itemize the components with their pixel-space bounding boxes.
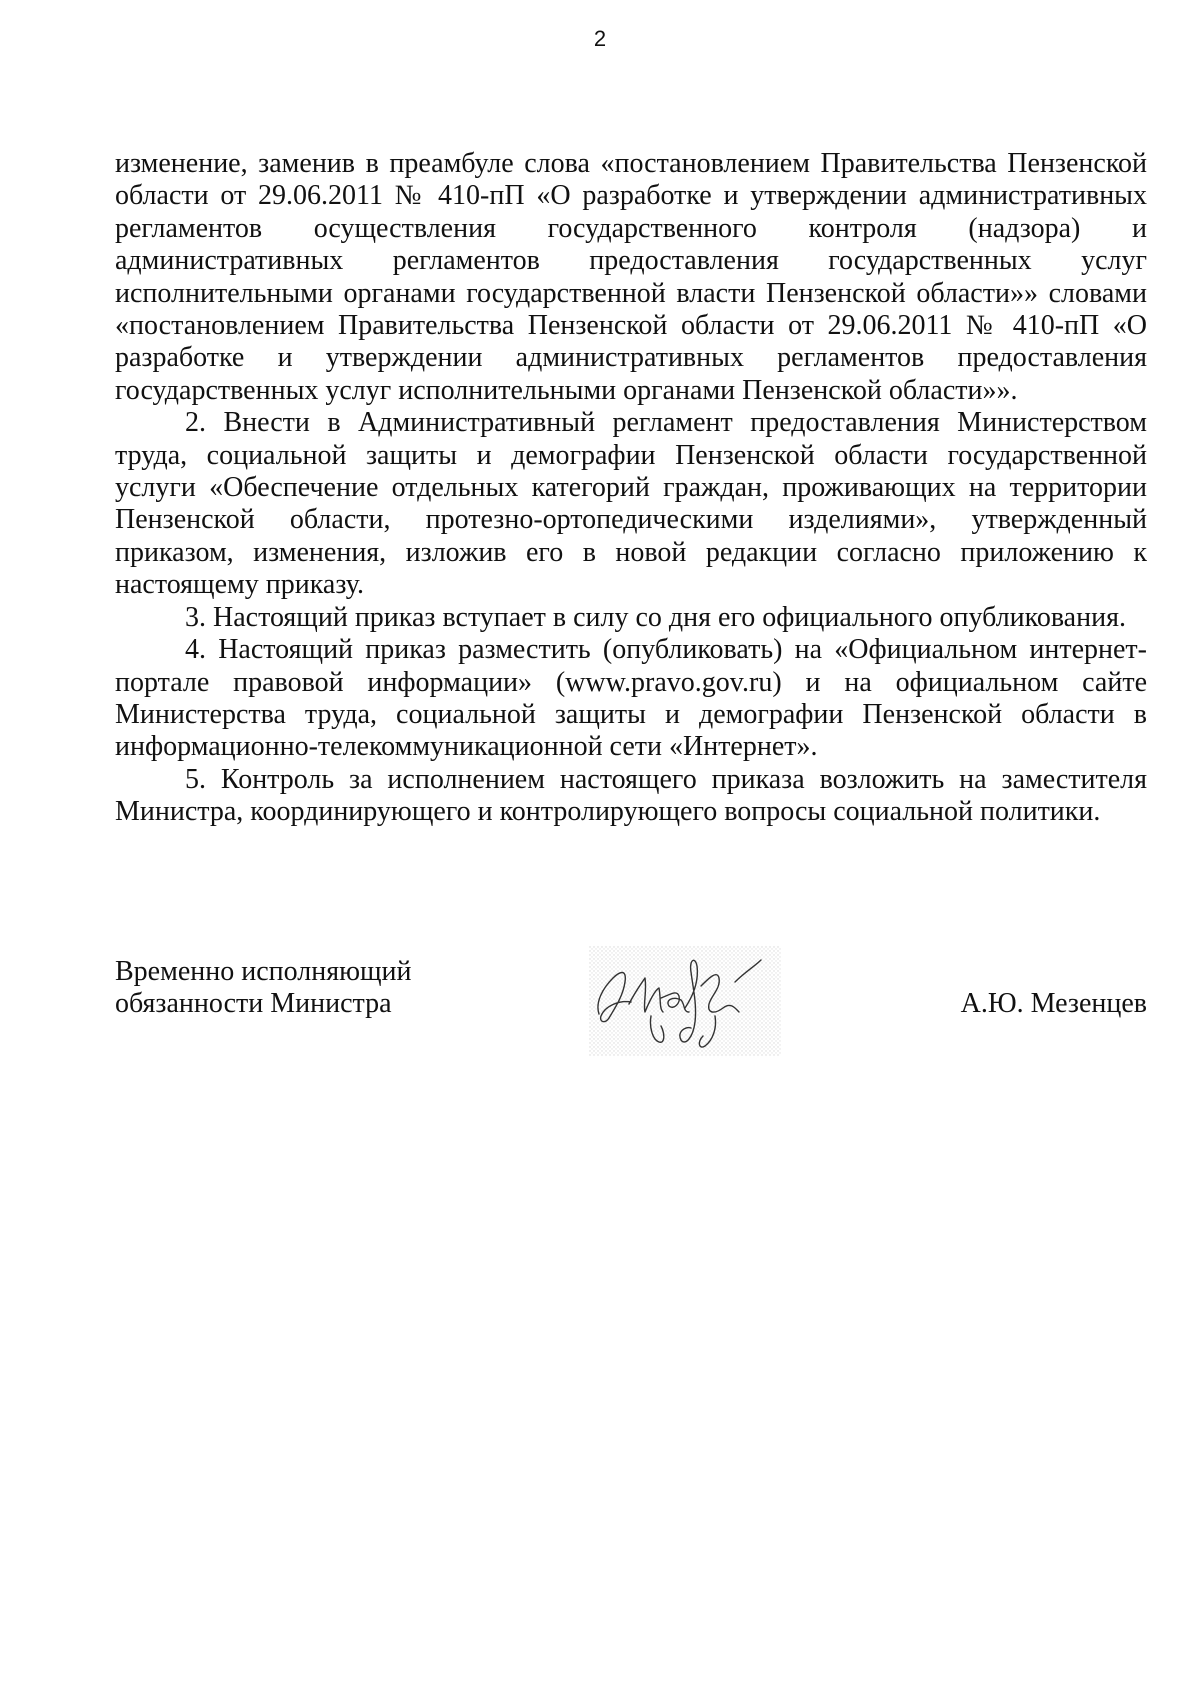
paragraph-2: 2. Внести в Административный регламент предоставления Министерством труда, социальной защиты и демографии Пензенской области государственной услуги «Обеспечение отдельных категорий граждан, проживающих на территории Пензенской области, протезно-ортопедическими изделиями», утвержденный приказом, изменения, изложив его в новой редакции согласно приложению к настоящему приказу. [115, 407, 1147, 601]
signatory-name: А.Ю. Мезенцев [960, 988, 1147, 1019]
paragraph-1-continuation: изменение, заменив в преамбуле слова «постановлением Правительства Пензенской области от 29.06.2011 № 410-пП «О разработке и утверждении административных регламентов осуществления государственного контроля (надзора) и административных регламентов предоставления государственных услуг исполнительными органами государственной власти Пензенской области»» словами «постановлением Правительства Пензенской области от 29.06.2011 № 410-пП «О разработке и утверждении административных регламентов предоставления государственных услуг исполнительными органами Пензенской области»». [115, 148, 1147, 406]
handwritten-signature-icon [585, 942, 785, 1060]
paragraph-4: 4. Настоящий приказ разместить (опубликовать) на «Официальном интернет-портале правовой информации» (www.pravo.gov.ru) и на официальном сайте Министерства труда, социальной защиты и демографии Пензенской области в информационно-телекоммуникационной сети «Интернет». [115, 634, 1147, 763]
page-number: 2 [593, 26, 607, 51]
signatory-position-line-2: обязанности Министра [115, 988, 392, 1020]
signatory-position-line-1: Временно исполняющий [115, 956, 412, 987]
signatory-position [115, 956, 412, 1021]
signature-block [115, 956, 1147, 1066]
paragraph-3: 3. Настоящий приказ вступает в силу со дня его официального опубликования. [185, 601, 1126, 633]
document-body [115, 148, 1147, 829]
paragraph-5: 5. Контроль за исполнением настоящего приказа возложить на заместителя Министра, координирующего и контролирующего вопросы социальной политики. [115, 763, 1147, 828]
